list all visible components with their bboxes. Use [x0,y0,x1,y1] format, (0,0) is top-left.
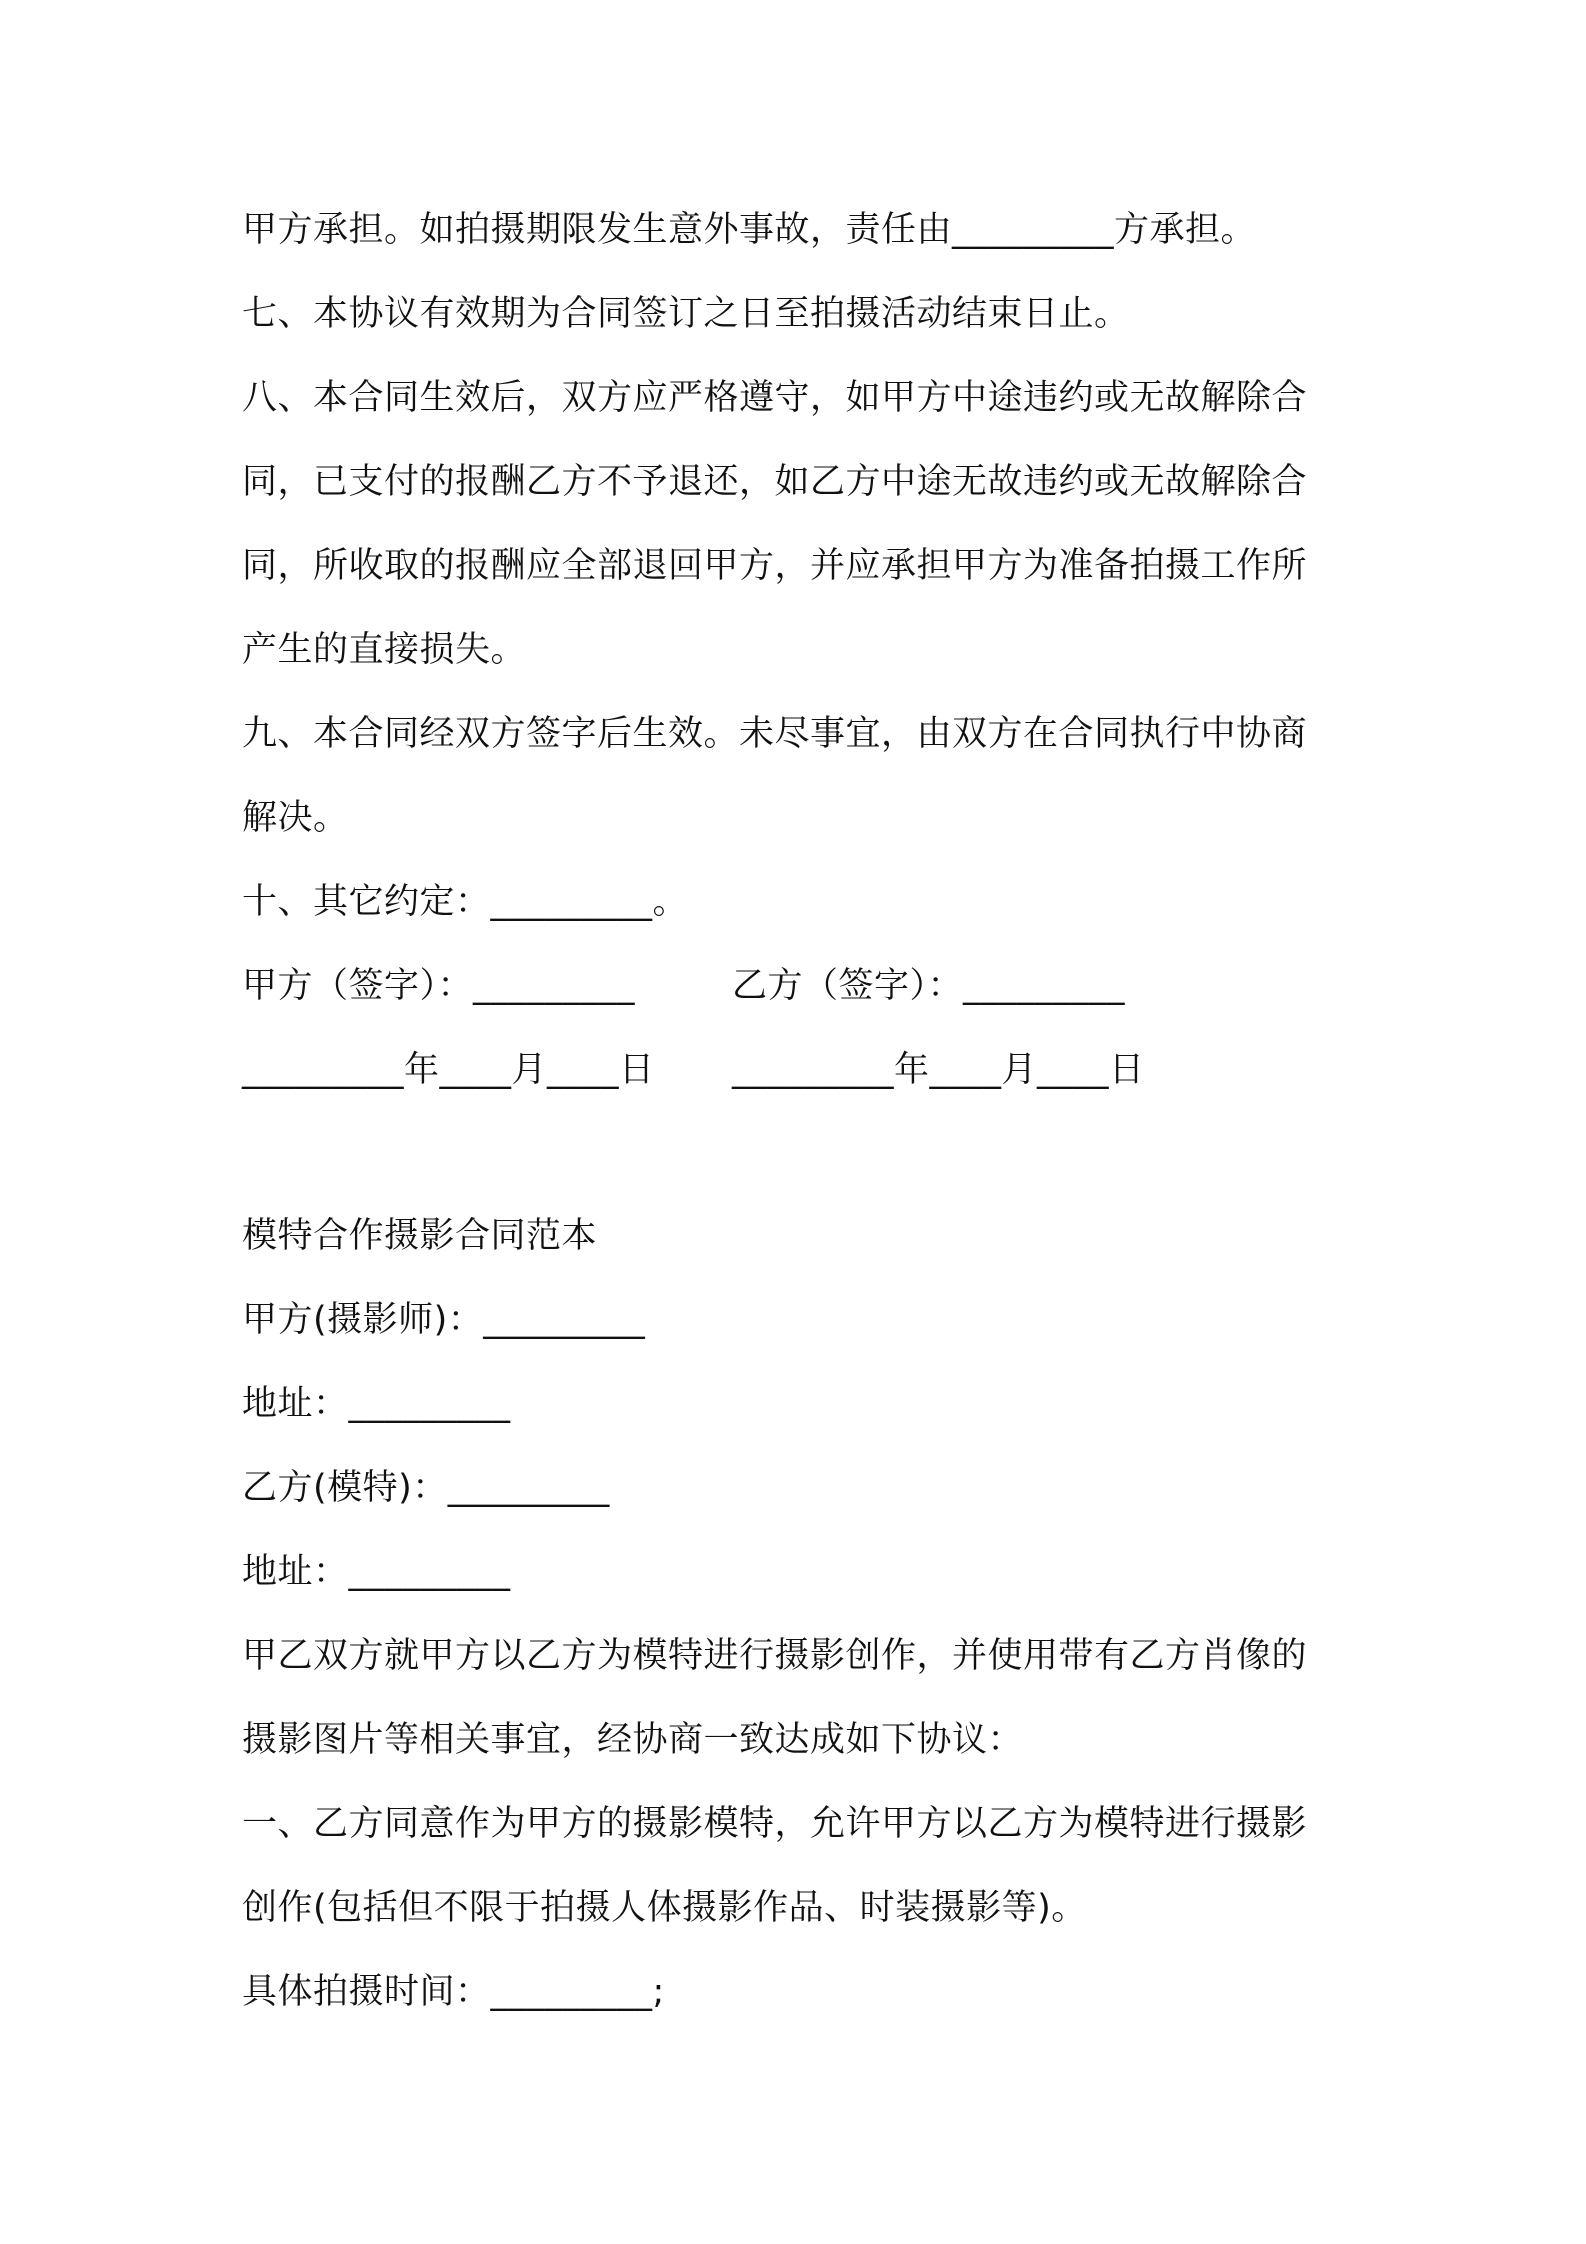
intro-line-1: 甲乙双方就甲方以乙方为模特进行摄影创作，并使用带有乙方肖像的 [242,1636,1308,1676]
address-a: 地址：_________ [242,1384,511,1424]
signature-party-b: 乙方（签字）：_________ [732,966,1126,1006]
signature-party-a: 甲方（签字）：_________ [242,966,636,1006]
clause-1-line-2: 创作(包括但不限于拍摄人体摄影作品、时装摄影等)。 [242,1888,1087,1928]
clause-1-line-1: 一、乙方同意作为甲方的摄影模特，允许甲方以乙方为模特进行摄影 [242,1804,1308,1844]
clause-7: 七、本协议有效期为合同签订之日至拍摄活动结束日止。 [242,294,1130,334]
intro-line-2: 摄影图片等相关事宜，经协商一致达成如下协议： [242,1720,1024,1760]
clause-8-line-3: 同，所收取的报酬应全部退回甲方，并应承担甲方为准备拍摄工作所 [242,546,1308,586]
clause-9-line-1: 九、本合同经双方签字后生效。未尽事宜，由双方在合同执行中协商 [242,714,1308,754]
party-a-photographer: 甲方(摄影师)：_________ [242,1300,646,1340]
signature-row [242,962,1362,1010]
clause-8-line-4: 产生的直接损失。 [242,630,527,670]
contract-2-title: 模特合作摄影合同范本 [242,1216,598,1256]
clause-8-line-1: 八、本合同生效后，双方应严格遵守，如甲方中途违约或无故解除合 [242,378,1308,418]
clause-10: 十、其它约定：_________。 [242,882,689,922]
date-row [242,1046,1362,1094]
shooting-time: 具体拍摄时间：_________; [242,1972,665,2012]
address-b: 地址：_________ [242,1552,511,1592]
date-party-b: _________年____月____日 [732,1050,1145,1090]
clause-8-line-2: 同，已支付的报酬乙方不予退还，如乙方中途无故违约或无故解除合 [242,462,1308,502]
contract-1-line-1: 甲方承担。如拍摄期限发生意外事故，责任由_________方承担。 [242,210,1257,250]
clause-9-line-2: 解决。 [242,798,349,838]
date-party-a: _________年____月____日 [242,1050,655,1090]
party-b-model: 乙方(模特)：_________ [242,1468,610,1508]
